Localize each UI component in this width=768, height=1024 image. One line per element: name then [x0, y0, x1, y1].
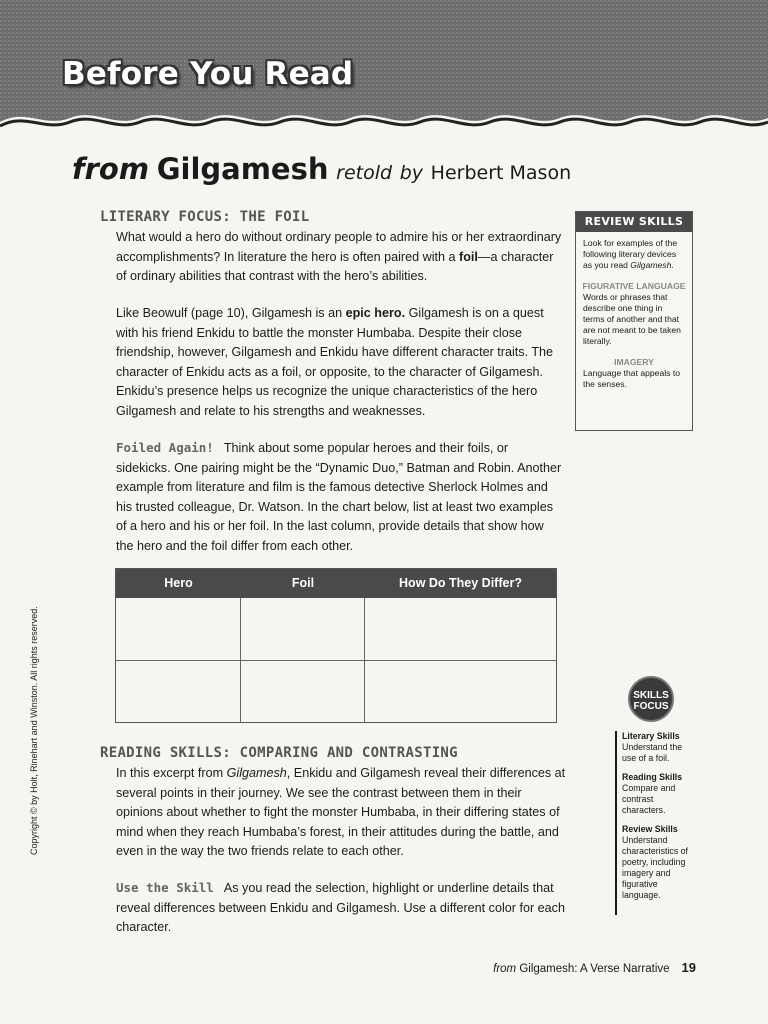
footer-from: from	[493, 963, 517, 975]
header-how-differ: How Do They Differ?	[399, 576, 522, 590]
footer-title: Gilgamesh: A Verse Narrative	[516, 963, 670, 975]
reading-skills-side-text: Compare and contrast characters.	[622, 783, 676, 815]
hero-cell[interactable]	[116, 598, 241, 661]
reading-skills-paragraph: In this excerpt from Gilgamesh, Enkidu and Gilgamesh reveal their differences at several points in their journey. We see the contrast between them in their opinions about whether to fight the monster Humbaba, in their differing states of mind when they reach Humbaba’s forest, in their attitudes during the battle, and even in the way the two friends relate to each other.	[116, 766, 566, 859]
literary-skills-text: Understand the use of a foil.	[622, 742, 683, 763]
term-imagery: IMAGERY	[614, 357, 654, 367]
page-footer	[493, 960, 696, 975]
literary-focus-paragraph-2: Like Beowulf (page 10), Gilgamesh is an epic hero. Gilgamesh is on a quest with his friend Enkidu to battle the monster Humbaba. Despite their close friendship, however, Gilgamesh and Enkidu have different character traits. The character of Enkidu acts as a foil, or opposite, to the character of Gilgamesh. Enkidu’s presence helps us recognize the unique characteristics of the hero Gilgamesh and relate to his strengths and weaknesses.	[116, 306, 554, 418]
title-work: Gilgamesh	[156, 152, 329, 186]
review-skills-box	[575, 211, 693, 431]
definition-imagery: Language that appeals to the senses.	[583, 368, 681, 389]
term-epic-hero: epic hero.	[345, 306, 406, 320]
skills-focus-badge: SKILLS FOCUS	[628, 676, 674, 722]
copyright-notice: Copyright © by Holt, Rinehart and Winston. All rights reserved.	[29, 606, 39, 855]
review-skills-heading: REVIEW SKILLS	[576, 212, 692, 232]
literary-focus-paragraph-1: What would a hero do without ordinary people to admire his or her extraordinary accomplishments? In literature the hero is often paired with a foil—a character of ordinary abilities that contrast with the hero’s abilities.	[116, 230, 562, 284]
difference-cell[interactable]	[365, 598, 556, 661]
literary-skills-heading: Literary Skills	[622, 731, 680, 741]
term-figurative-language: FIGURATIVE LANGUAGE	[582, 281, 686, 291]
use-the-skill-label: Use the Skill	[116, 880, 214, 895]
reading-skills-work-title: Gilgamesh	[226, 766, 287, 780]
header-hero: Hero	[164, 576, 193, 590]
banner	[0, 0, 768, 150]
chart-header-row	[116, 569, 556, 598]
foil-cell[interactable]	[241, 598, 365, 661]
title-retold: retold	[336, 162, 393, 184]
selection-title	[72, 152, 571, 186]
title-from: from	[72, 152, 150, 186]
chart-body	[116, 598, 556, 722]
header-foil: Foil	[291, 576, 315, 590]
use-the-skill-paragraph: Use the Skill As you read the selection, highlight or underline details that reveal differences between Enkidu and Gilgamesh. Use a different color for each character.	[116, 880, 565, 935]
page-number: 19	[681, 960, 696, 975]
hero-foil-chart	[115, 568, 557, 723]
review-skills-intro: Look for examples of the following literary devices as you read Gilgamesh.	[583, 238, 678, 270]
hero-cell[interactable]	[116, 661, 241, 722]
literary-focus-heading: LITERARY FOCUS: THE FOIL	[100, 209, 310, 225]
definition-figurative-language: Words or phrases that describe one thing in terms of another and that are not meant to be taken literally.	[583, 292, 681, 346]
title-author: Herbert Mason	[430, 162, 572, 184]
review-skills-side-text: Understand characteristics of poetry, including imagery and figurative language.	[622, 835, 688, 900]
banner-title: Before You Read	[62, 56, 354, 92]
reading-skills-heading: READING SKILLS: COMPARING AND CONTRASTING	[100, 745, 458, 761]
review-skills-side-heading: Review Skills	[622, 824, 678, 834]
foil-cell[interactable]	[241, 661, 365, 722]
skills-focus-sidebar	[615, 731, 695, 915]
reading-skills-side-heading: Reading Skills	[622, 772, 683, 782]
foiled-again-label: Foiled Again!	[116, 440, 214, 455]
term-foil: foil	[459, 249, 478, 264]
title-by: by	[399, 162, 424, 184]
foiled-again-paragraph: Foiled Again! Think about some popular heroes and their foils, or sidekicks. One pairing might be the “Dynamic Duo,” Batman and Robin. Another example from literature and film is the famous detective Sherlock Holmes and his trusted colleague, Dr. Watson. In the chart below, list at least two examples of a hero and his or her foil. In the last column, provide details that show how the hero and the foil differ from each other.	[116, 440, 562, 553]
difference-cell[interactable]	[365, 661, 556, 722]
